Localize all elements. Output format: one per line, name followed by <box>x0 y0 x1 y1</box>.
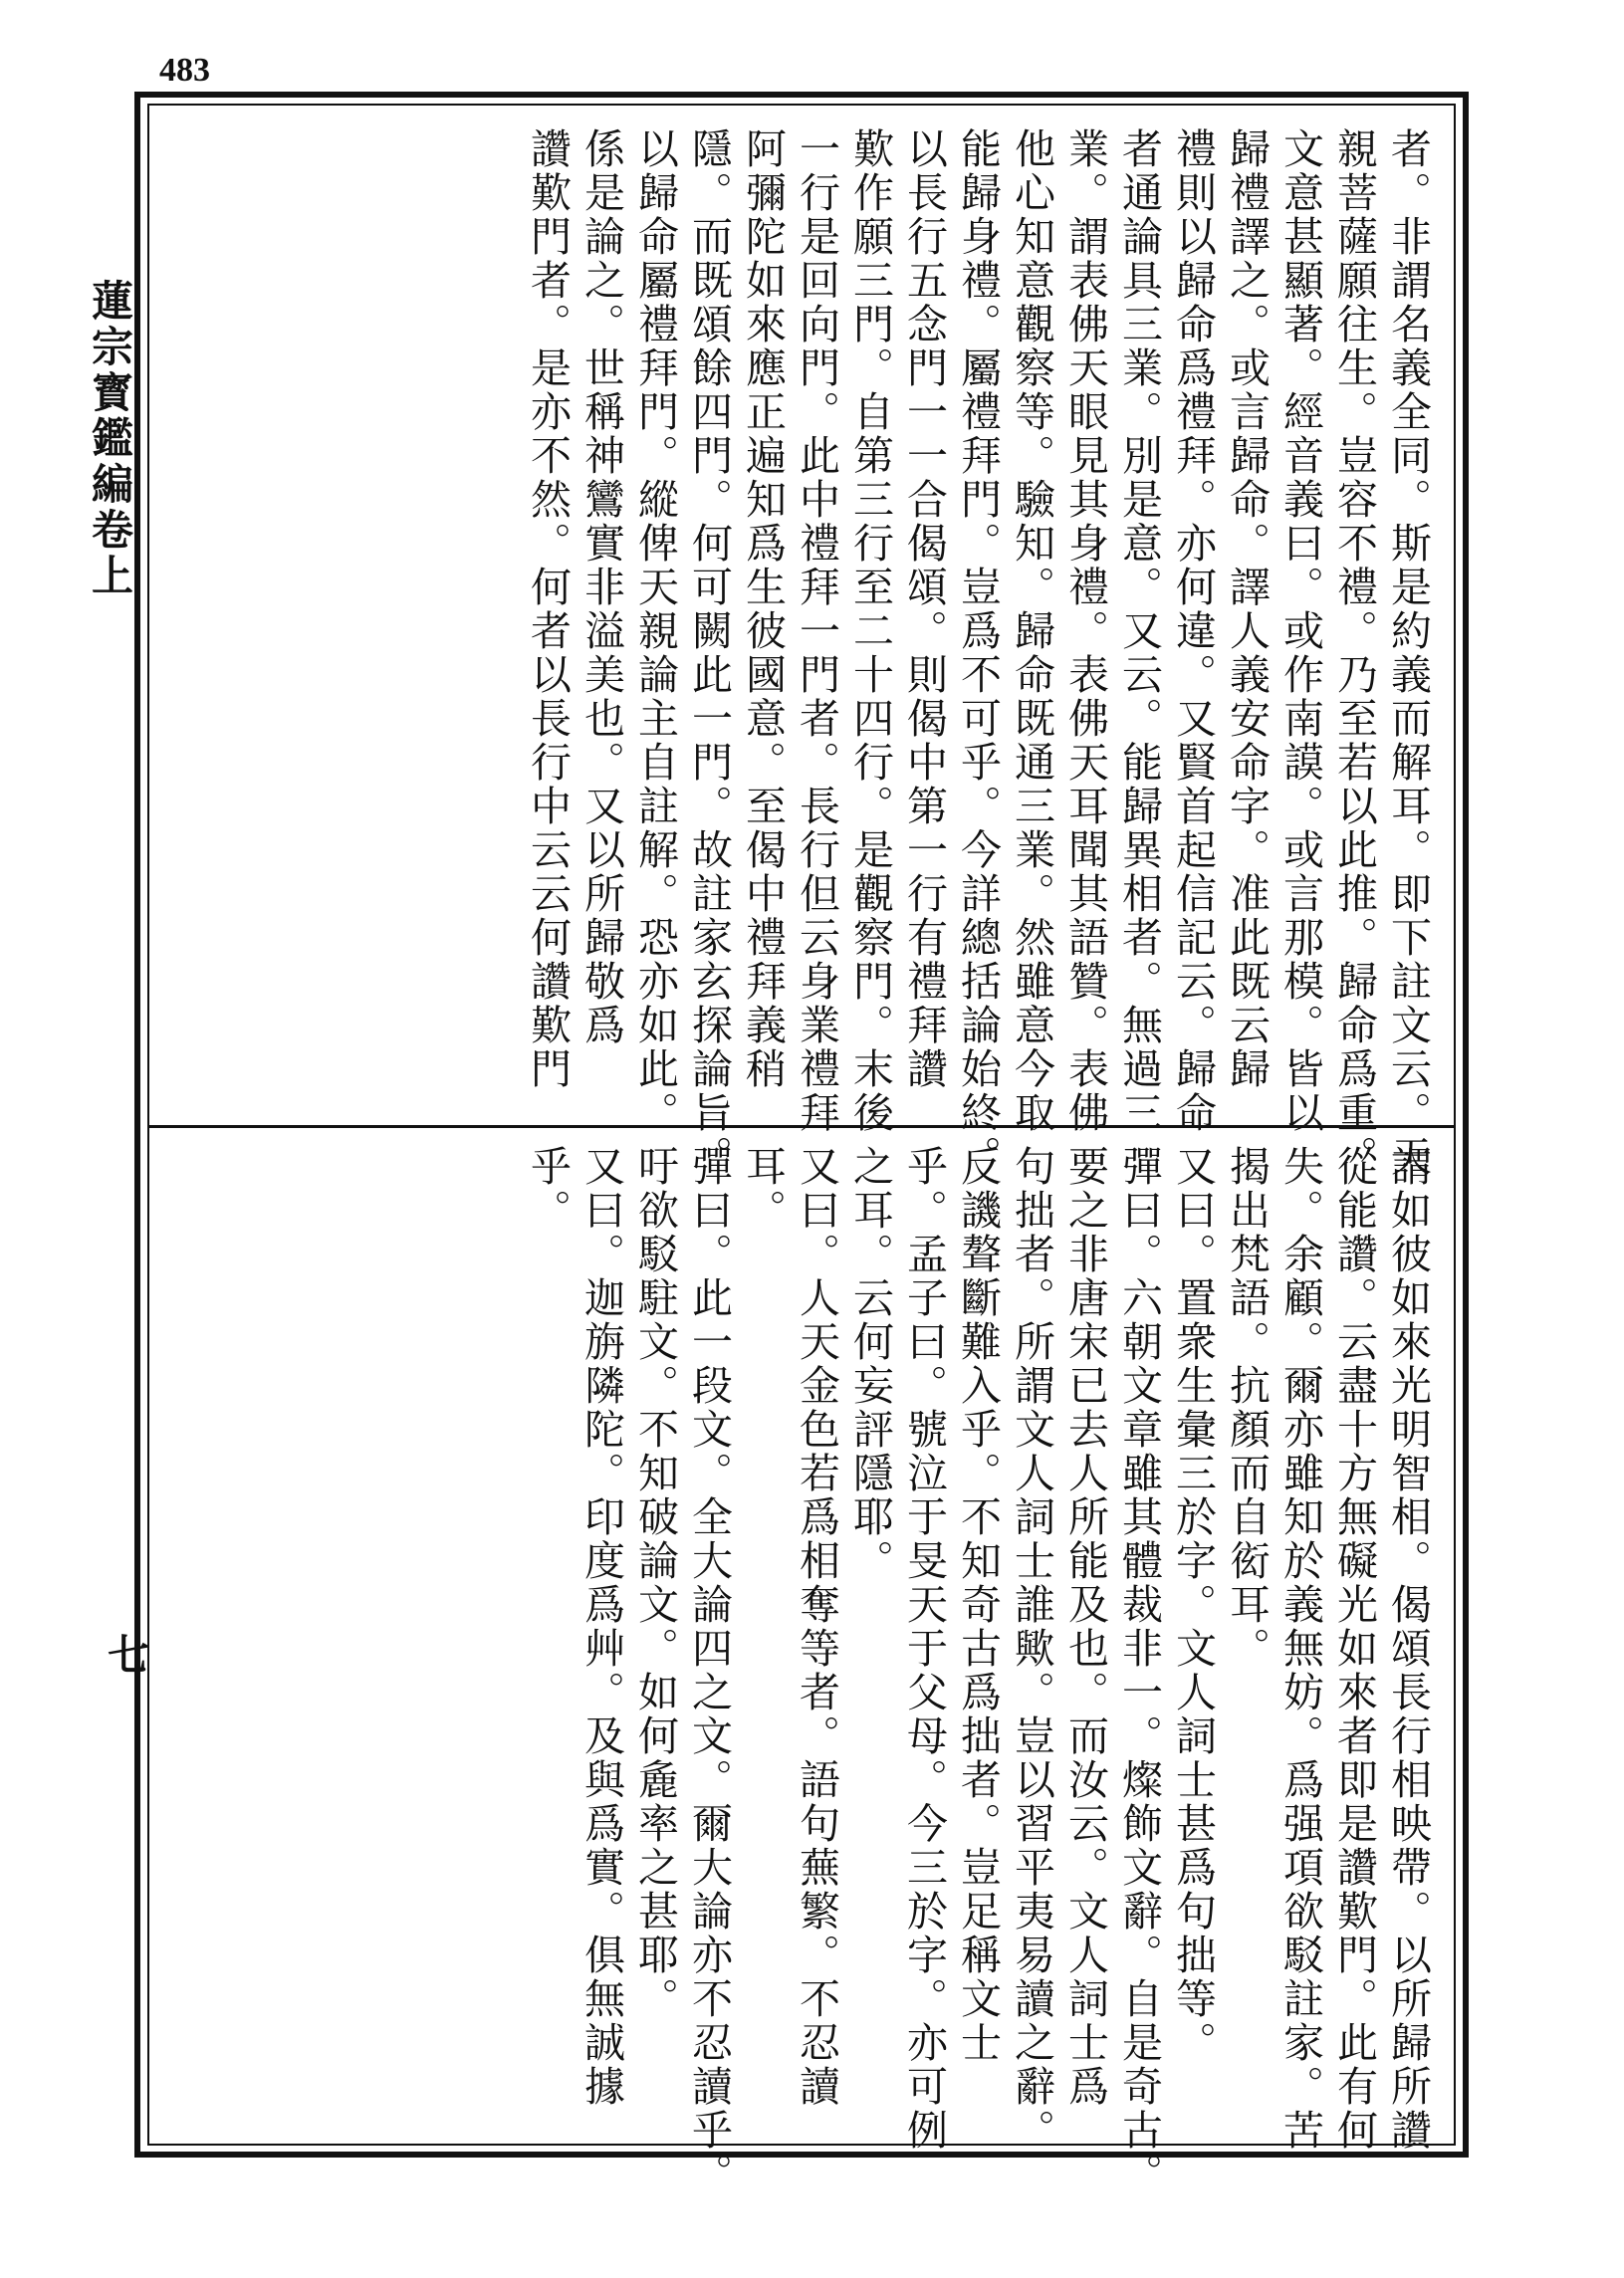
text-column: 又曰。置衆生彙三於字。文人詞士甚爲句拙等。 <box>1169 1145 1217 2065</box>
text-column: 反譏聱斷難入乎。不知奇古爲拙者。豈足稱文士 <box>954 1145 1002 2065</box>
text-column: 歸禮譯之。或言歸命。譯人義安命字。准此既云歸 <box>1223 127 1271 1091</box>
text-column: 者。非謂名義全同。斯是約義而解耳。即下註文云。天 <box>1384 127 1432 1179</box>
text-column: 之耳。云何妄評隱耶。 <box>846 1145 894 1583</box>
text-column: 耳。 <box>739 1145 787 1233</box>
text-column: 業。謂表佛天眼見其身禮。表佛天耳聞其語贊。表佛 <box>1061 127 1109 1135</box>
text-column: 能歸身禮。屬禮拜門。豈爲不可乎。今詳總括論始終。 <box>954 127 1002 1179</box>
text-column: 彈曰。六朝文章雖其體裁非一。燦飾文辭。自是奇古。 <box>1115 1145 1163 2196</box>
text-column: 他心知意觀察等。驗知。歸命既通三業。然雖意今取 <box>1008 127 1055 1135</box>
text-column: 以長行五念門一一合偈頌。則偈中第一行有禮拜讚 <box>900 127 948 1091</box>
text-column: 從能讚。云盡十方無礙光如來者即是讚歎門。此有何 <box>1330 1145 1378 2153</box>
text-column: 歎作願三門。自第三行至二十四行。是觀察門。末後 <box>846 127 894 1135</box>
spine-folio: 七 <box>102 1633 150 1675</box>
text-column: 一行是回向門。此中禮拜一門者。長行但云身業禮拜 <box>793 127 840 1135</box>
text-column: 彈曰。此一段文。全大論四之文。爾大論亦不忍讀乎。 <box>685 1145 733 2196</box>
lower-register <box>521 1145 1435 2196</box>
text-column: 謂如彼如來光明智相。偈頌長行相映帶。以所歸所讚 <box>1384 1145 1432 2153</box>
text-column: 又曰。人天金色若爲相奪等者。語句蕪繁。不忍讀 <box>793 1145 840 2109</box>
text-column: 句拙者。所謂文人詞士誰歟。豈以習平夷易讀之辭。 <box>1008 1145 1055 2153</box>
text-column: 讚歎門者。是亦不然。何者以長行中云云何讚歎門 <box>524 127 572 1091</box>
text-column: 者通論具三業。別是意。又云。能歸異相者。無過三 <box>1115 127 1163 1135</box>
spine-title: 蓮宗寳鑑編卷上 <box>86 279 134 599</box>
text-column: 係是論之。世稱神鸞實非溢美也。又以所歸敬爲 <box>578 127 625 1047</box>
upper-register <box>521 127 1435 1179</box>
page-number: 483 <box>159 52 210 89</box>
text-column: 阿彌陀如來應正遍知爲生彼國意。至偈中禮拜義稍 <box>739 127 787 1091</box>
text-column: 要之非唐宋已去人所能及也。而汝云。文人詞士爲 <box>1061 1145 1109 2109</box>
text-column: 隱。而既頌餘四門。何可闕此一門。故註家玄探論旨。 <box>685 127 733 1179</box>
text-column: 乎。孟子曰。號泣于旻天于父母。今三於字。亦可例 <box>900 1145 948 2153</box>
text-column: 以歸命屬禮拜門。縱俾天親論主自註解。恐亦如此。 <box>631 127 679 1135</box>
text-column: 文意甚顯著。經音義曰。或作南謨。或言那模。皆以 <box>1276 127 1324 1135</box>
text-column: 親菩薩願往生。豈容不禮。乃至若以此推。歸命爲重。 <box>1330 127 1378 1179</box>
text-column: 失。余顧。爾亦雖知於義無妨。爲强項欲駁註家。苦 <box>1276 1145 1324 2153</box>
text-column: 又曰。迦旃隣陀。印度爲艸。及與爲實。俱無誠據 <box>578 1145 625 2109</box>
text-column: 禮則以歸命爲禮拜。亦何違。又賢首起信記云。歸命 <box>1169 127 1217 1135</box>
text-column: 乎。 <box>524 1145 572 1233</box>
text-column: 揭出梵語。抗顏而自衒耳。 <box>1223 1145 1271 1671</box>
text-column: 吁欲駁駐文。不知破論文。如何麁率之甚耶。 <box>631 1145 679 2021</box>
